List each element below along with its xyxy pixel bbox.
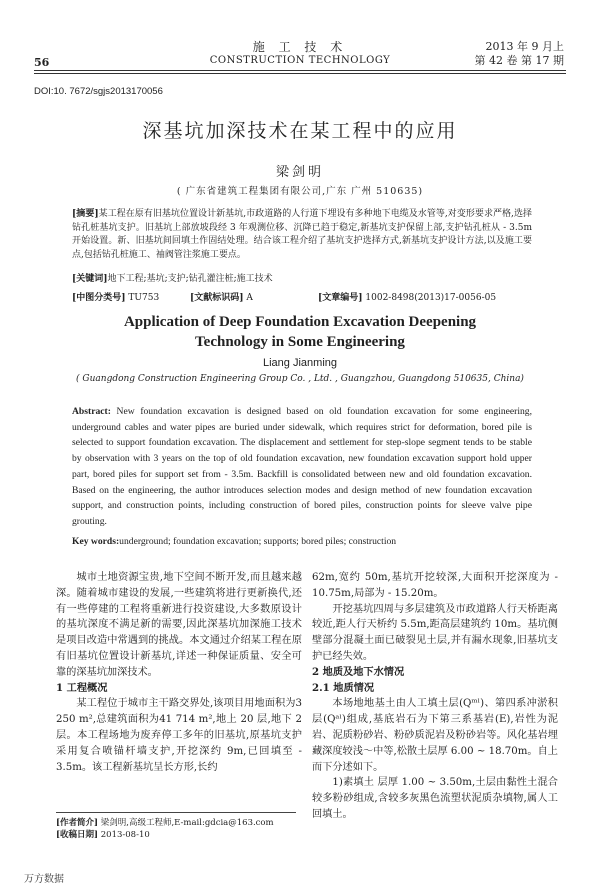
author-en: Liang Jianming: [263, 357, 337, 369]
keywords-cn-label: [关键词]: [72, 274, 108, 284]
article-value: 1002-8498(2013)17-0056-05: [365, 293, 497, 303]
overview-continued: 62m,宽约 50m,基坑开挖较深,大面积开挖深度为 - 10.75m,局部为 - 15.20m。: [312, 572, 558, 599]
document-code: [190, 290, 253, 303]
body-column-right: [312, 570, 558, 823]
running-header-journal: [180, 40, 420, 68]
page-number: 56: [34, 56, 50, 69]
title-en-line2: Technology in Some Engineering: [195, 334, 405, 350]
affiliation-cn: ( 广东省建筑工程集团有限公司,广东 广州 510635): [176, 186, 424, 197]
intro-paragraph: 城市土地资源宝贵,地下空间不断开发,而且越来越深。随着城市建设的发展,一些建筑将进行更新换代,还有一些停建的工程将重新进行投资建设,大多数原设计的基坑深度不满足新的需要,因此深基坑加深施工技术是项目改造中常遇到的挑战。本文通过介绍某工程在原有旧基坑位置设计新基坑,详述一种保证质量、安全可靠的深基坑加深技术。: [56, 572, 302, 678]
journal-name-en: CONSTRUCTION TECHNOLOGY: [209, 55, 391, 66]
running-header-issue: [475, 40, 564, 68]
author-cn: 梁剑明: [275, 165, 324, 180]
body-column-left: [56, 570, 302, 775]
abstract-cn: [72, 208, 532, 262]
header-rule-2: [34, 73, 566, 74]
keywords-en-label: Key words:: [72, 536, 120, 547]
title-en-line1: Application of Deep Foundation Excavation Deepening: [123, 314, 477, 330]
title-cn: 深基坑加深技术在某工程中的应用: [142, 120, 458, 142]
keywords-en-text: underground; foundation excavation; supports; bored piles; construction: [119, 536, 397, 547]
author-bio-text: 梁剑明,高级工程师,E-mail:gdcia@163.com: [100, 818, 274, 828]
journal-name-cn: 施 工 技 术: [252, 40, 348, 54]
abstract-en-label: Abstract:: [72, 406, 111, 417]
doc-label: [文献标识码]: [190, 293, 244, 303]
clc-label: [中图分类号]: [72, 293, 126, 303]
received-date: [56, 829, 296, 841]
geology-paragraph: 本场地地基土由人工填土层(Qᵐˡ)、第四系冲淤积层(Qᵃˡ)组成,基底岩石为下第三系基岩(E),岩性为泥岩、泥质粉砂岩、粉砂质泥岩及粉砂岩等。风化基岩埋藏深度较浅～中等,松散土层厚 6.00 ~ 18.70m。自上而下分述如下。: [312, 698, 558, 773]
author-footnote: [56, 812, 296, 841]
keywords-en: [72, 536, 532, 547]
section-heading-2: 2 地质及地下水情况: [312, 665, 405, 678]
doc-value: A: [246, 293, 253, 303]
volume-issue: 第 42 卷 第 17 期: [474, 54, 564, 67]
clc-value: TU753: [128, 293, 160, 303]
abstract-cn-text: 某工程在原有旧基坑位置设计新基坑,市政道路的人行道下埋设有多种地下电缆及水管等,对变形要求严格,选择钻孔桩基坑支护。旧基坑上部放坡段经 3 年观测位移、沉降已趋于稳定,新基坑支护保留上部,支护钻孔桩从 - 3.5m 开始设置。新、旧基坑间回填土作固结处理。结合该工程介绍了基坑支护选择方式,新基坑支护设计方法,以及施工要点,包括钻孔桩施工、袖阀管注浆施工要点。: [72, 209, 532, 260]
doi: DOI:10. 7672/sgjs2013170056: [34, 86, 163, 97]
article-number: [318, 290, 496, 303]
author-bio: [56, 817, 296, 829]
section-heading-1: 1 工程概况: [56, 681, 108, 694]
title-en: [0, 312, 600, 352]
abstract-en: [72, 404, 532, 530]
author-bio-label: [作者简介]: [56, 818, 99, 828]
abstract-en-text: New foundation excavation is designed based on old foundation excavation for some engineering, underground cables and water pipes are buried under sidewalk, which requires strict for deformation, bored pile is selected to support foundation excavation. The displacement and settlement for step-slope segment tends to be stable by observation with 3 years on the top of old foundation excavation, new foundation excavation support hold upper part, bored piles for support set from - 3.5m. Backfill is consolidated between new and old foundation excavation. Based on the engineering, the author introduces selection modes and design method of new foundation excavation support, and construction points, including construction of bored piles, construction points for sleeve valve pipe grouting.: [72, 406, 532, 527]
header-rule: [34, 70, 566, 71]
section-heading-2-1: 2.1 地质情况: [312, 681, 375, 694]
fill-layer-paragraph: 1)素填土 层厚 1.00 ~ 3.50m,土层由黏性土混合较多粉砂组成,含较多灰黑色流塑状泥质杂填物,属人工回填土。: [312, 777, 558, 820]
article-label: [文章编号]: [318, 293, 363, 303]
issue-date: 2013 年 9 月上: [485, 40, 564, 53]
keywords-cn: [72, 273, 532, 286]
received-text: 2013-08-10: [100, 830, 150, 840]
clc-number: [72, 290, 159, 303]
keywords-cn-text: 地下工程;基坑;支护;钻孔灌注桩;施工技术: [107, 274, 273, 284]
project-overview-paragraph: 某工程位于城市主干路交界处,该项目用地面积为3 250 m²,总建筑面积为41 714 m²,地上 20 层,地下 2 层。本工程场地为废弃停工多年的旧基坑,原基坑支护采用复合喷锚杆墙支护,开挖深约 9m,已回填至 - 3.5m。该工程新基坑呈长方形,长约: [56, 698, 302, 773]
wanfang-watermark: 万方数据: [24, 874, 64, 885]
received-label: [收稿日期]: [56, 830, 99, 840]
abstract-cn-label: [摘要]: [72, 209, 99, 219]
affiliation-en: ( Guangdong Construction Engineering Group Co. , Ltd. , Guangzhou, Guangdong 510635, China): [76, 374, 524, 384]
surroundings-paragraph: 开挖基坑四周与多层建筑及市政道路人行天桥距离较近,距人行天桥约 5.5m,距高层建筑约 10m。基坑侧壁部分混凝土面已破裂见土层,并有漏水现象,旧基坑支护已经失效。: [312, 603, 558, 662]
